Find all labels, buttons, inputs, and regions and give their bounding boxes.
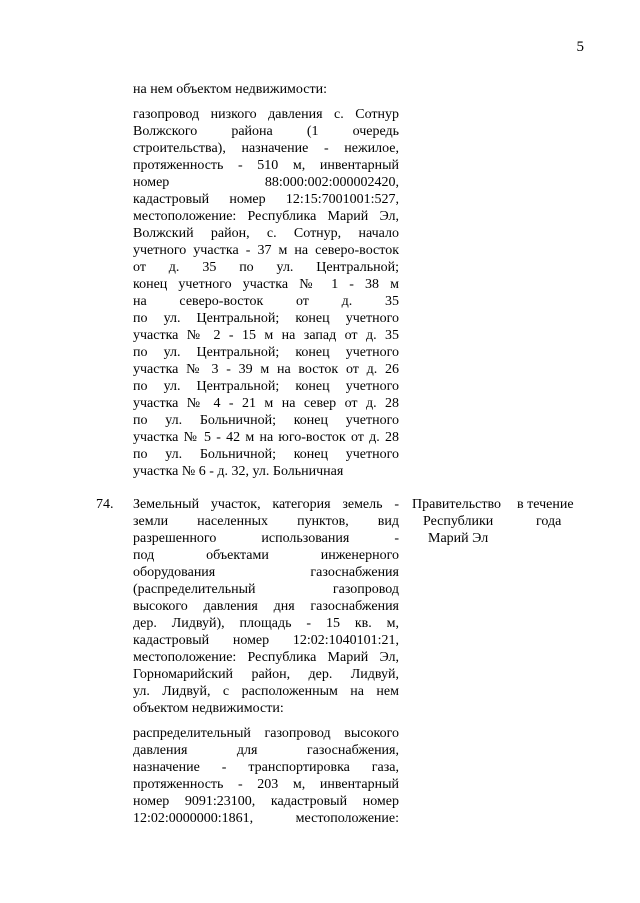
item-number: 74. bbox=[96, 497, 114, 512]
text-line: на северо-восток от д. 35 bbox=[133, 294, 399, 309]
term-line: года bbox=[536, 514, 562, 529]
text-line: по ул. Больничной; конец учетного bbox=[133, 447, 399, 462]
text-line: учетного участка - 37 м на северо-восток bbox=[133, 243, 399, 258]
text-line: кадастровый номер 12:15:7001001:527, bbox=[133, 192, 399, 207]
continuation-intro: на нем объектом недвижимости: bbox=[133, 82, 327, 97]
page-number: 5 bbox=[576, 39, 584, 55]
text-line: участка № 6 - д. 32, ул. Больничная bbox=[133, 464, 344, 479]
recipient-line: Республики bbox=[423, 514, 494, 529]
text-line: (распределительный газопровод bbox=[133, 582, 399, 597]
text-line: строительства), назначение - нежилое, bbox=[133, 141, 399, 156]
recipient-line: Правительство bbox=[412, 497, 501, 512]
text-line: распределительный газопровод высокого bbox=[133, 726, 399, 741]
text-line: дер. Лидвуй), площадь - 15 кв. м, bbox=[133, 616, 399, 631]
text-line: от д. 35 по ул. Центральной; bbox=[133, 260, 399, 275]
text-line: 12:02:0000000:1861, местоположение: bbox=[133, 811, 399, 826]
recipient-line: Марий Эл bbox=[428, 531, 489, 546]
text-line: Волжского района (1 очередь bbox=[133, 124, 399, 139]
text-line: участка № 4 - 21 м на север от д. 28 bbox=[133, 396, 399, 411]
text-line: протяженность - 203 м, инвентарный bbox=[133, 777, 399, 792]
text-line: участка № 3 - 39 м на восток от д. 26 bbox=[133, 362, 399, 377]
text-line: по ул. Больничной; конец учетного bbox=[133, 413, 399, 428]
text-line: по ул. Центральной; конец учетного bbox=[133, 379, 399, 394]
text-line: участка № 2 - 15 м на запад от д. 35 bbox=[133, 328, 399, 343]
text-line: земли населенных пунктов, вид bbox=[133, 514, 399, 529]
text-line: местоположение: Республика Марий Эл, bbox=[133, 650, 399, 665]
text-line: высокого давления дня газоснабжения bbox=[133, 599, 399, 614]
text-line: разрешенного использования - bbox=[133, 531, 399, 546]
text-line: объектом недвижимости: bbox=[133, 701, 284, 716]
text-line: местоположение: Республика Марий Эл, bbox=[133, 209, 399, 224]
term-line: в течение bbox=[517, 497, 574, 512]
text-line: Горномарийский район, дер. Лидвуй, bbox=[133, 667, 399, 682]
text-line: Земельный участок, категория земель - bbox=[133, 497, 399, 512]
text-line: Волжский район, с. Сотнур, начало bbox=[133, 226, 399, 241]
text-line: по ул. Центральной; конец учетного bbox=[133, 345, 399, 360]
text-line: участка № 5 - 42 м на юго-восток от д. 28 bbox=[133, 430, 399, 445]
text-line: кадастровый номер 12:02:1040101:21, bbox=[133, 633, 399, 648]
text-line: оборудования газоснабжения bbox=[133, 565, 399, 580]
text-line: давления для газоснабжения, bbox=[133, 743, 399, 758]
text-line: по ул. Центральной; конец учетного bbox=[133, 311, 399, 326]
text-line: назначение - транспортировка газа, bbox=[133, 760, 399, 775]
text-line: под объектами инженерного bbox=[133, 548, 399, 563]
text-line: конец учетного участка № 1 - 38 м bbox=[133, 277, 399, 292]
text-line: протяженность - 510 м, инвентарный bbox=[133, 158, 399, 173]
text-line: номер 88:000:002:000002420, bbox=[133, 175, 399, 190]
text-line: номер 9091:23100, кадастровый номер bbox=[133, 794, 399, 809]
text-line: ул. Лидвуй, с расположенным на нем bbox=[133, 684, 399, 699]
text-line: газопровод низкого давления с. Сотнур bbox=[133, 107, 399, 122]
